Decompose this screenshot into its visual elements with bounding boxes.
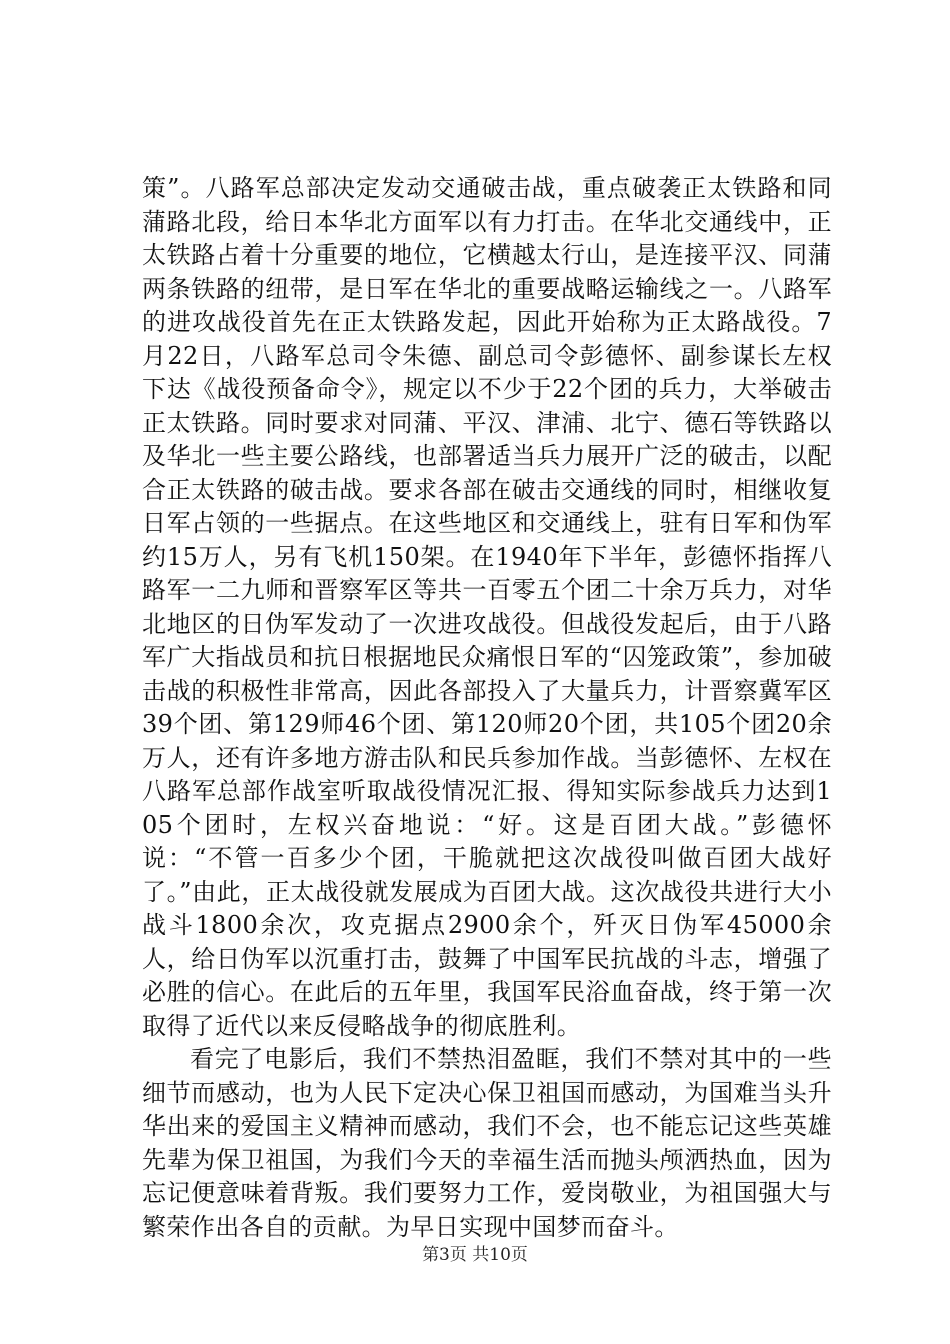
paragraph-1: 策”。八路军总部决定发动交通破击战，重点破袭正太铁路和同蒲路北段，给日本华北方面军以有力打击。在华北交通线中，正太铁路占着十分重要的地位，它横越太行山，是连接平汉、同蒲两条铁路的纽带，是日军在华北的重要战略运输线之一。八路军的进攻战役首先在正太铁路发起，因此开始称为正太路战役。7月22日，八路军总司令朱德、副总司令彭德怀、副参谋长左权下达《战役预备命令》，规定以不少于22个团的兵力，大举破击正太铁路。同时要求对同蒲、平汉、津浦、北宁、德石等铁路以及华北一些主要公路线，也部署适当兵力展开广泛的破击，以配合正太铁路的破击战。要求各部在破击交通线的同时，相继收复日军占领的一些据点。在这些地区和交通线上，驻有日军和伪军约15万人，另有飞机150架。在1940年下半年，彭德怀指挥八路军一二九师和晋察军区等共一百零五个团二十余万兵力，对华北地区的日伪军发动了一次进攻战役。但战役发起后，由于八路军广大指战员和抗日根据地民众痛恨日军的“囚笼政策”，参加破击战的积极性非常高，因此各部投入了大量兵力，计晋察冀军区39个团、第129师46个团、第120师20个团，共105个团20余万人，还有许多地方游击队和民兵参加作战。当彭德怀、左权在八路军总部作战室听取战役情况汇报、得知实际参战兵力达到105个团时，左权兴奋地说：“好。这是百团大战。”彭德怀说：“不管一百多少个团，干脆就把这次战役叫做百团大战好了。”由此，正太战役就发展成为百团大战。这次战役共进行大小战斗1800余次，攻克据点2900余个，歼灭日伪军45000余人，给日伪军以沉重打击，鼓舞了中国军民抗战的斗志，增强了必胜的信心。在此后的五年里，我国军民浴血奋战，终于第一次取得了近代以来反侵略战争的彻底胜利。 — [142, 174, 832, 1040]
page-number-footer: 第3页 共10页 — [422, 1245, 528, 1265]
paragraph-2: 看完了电影后，我们不禁热泪盈眶，我们不禁对其中的一些细节而感动，也为人民下定决心保卫祖国而感动，为国难当头升华出来的爱国主义精神而感动，我们不会，也不能忘记这些英雄先辈为保卫祖国，为我们今天的幸福生活而抛头颅洒热血，因为忘记便意味着背叛。我们要努力工作，爱岗敬业，为祖国强大与繁荣作出各自的贡献。为早日实现中国梦而奋斗。 — [142, 1045, 832, 1241]
document-body — [142, 172, 832, 1244]
